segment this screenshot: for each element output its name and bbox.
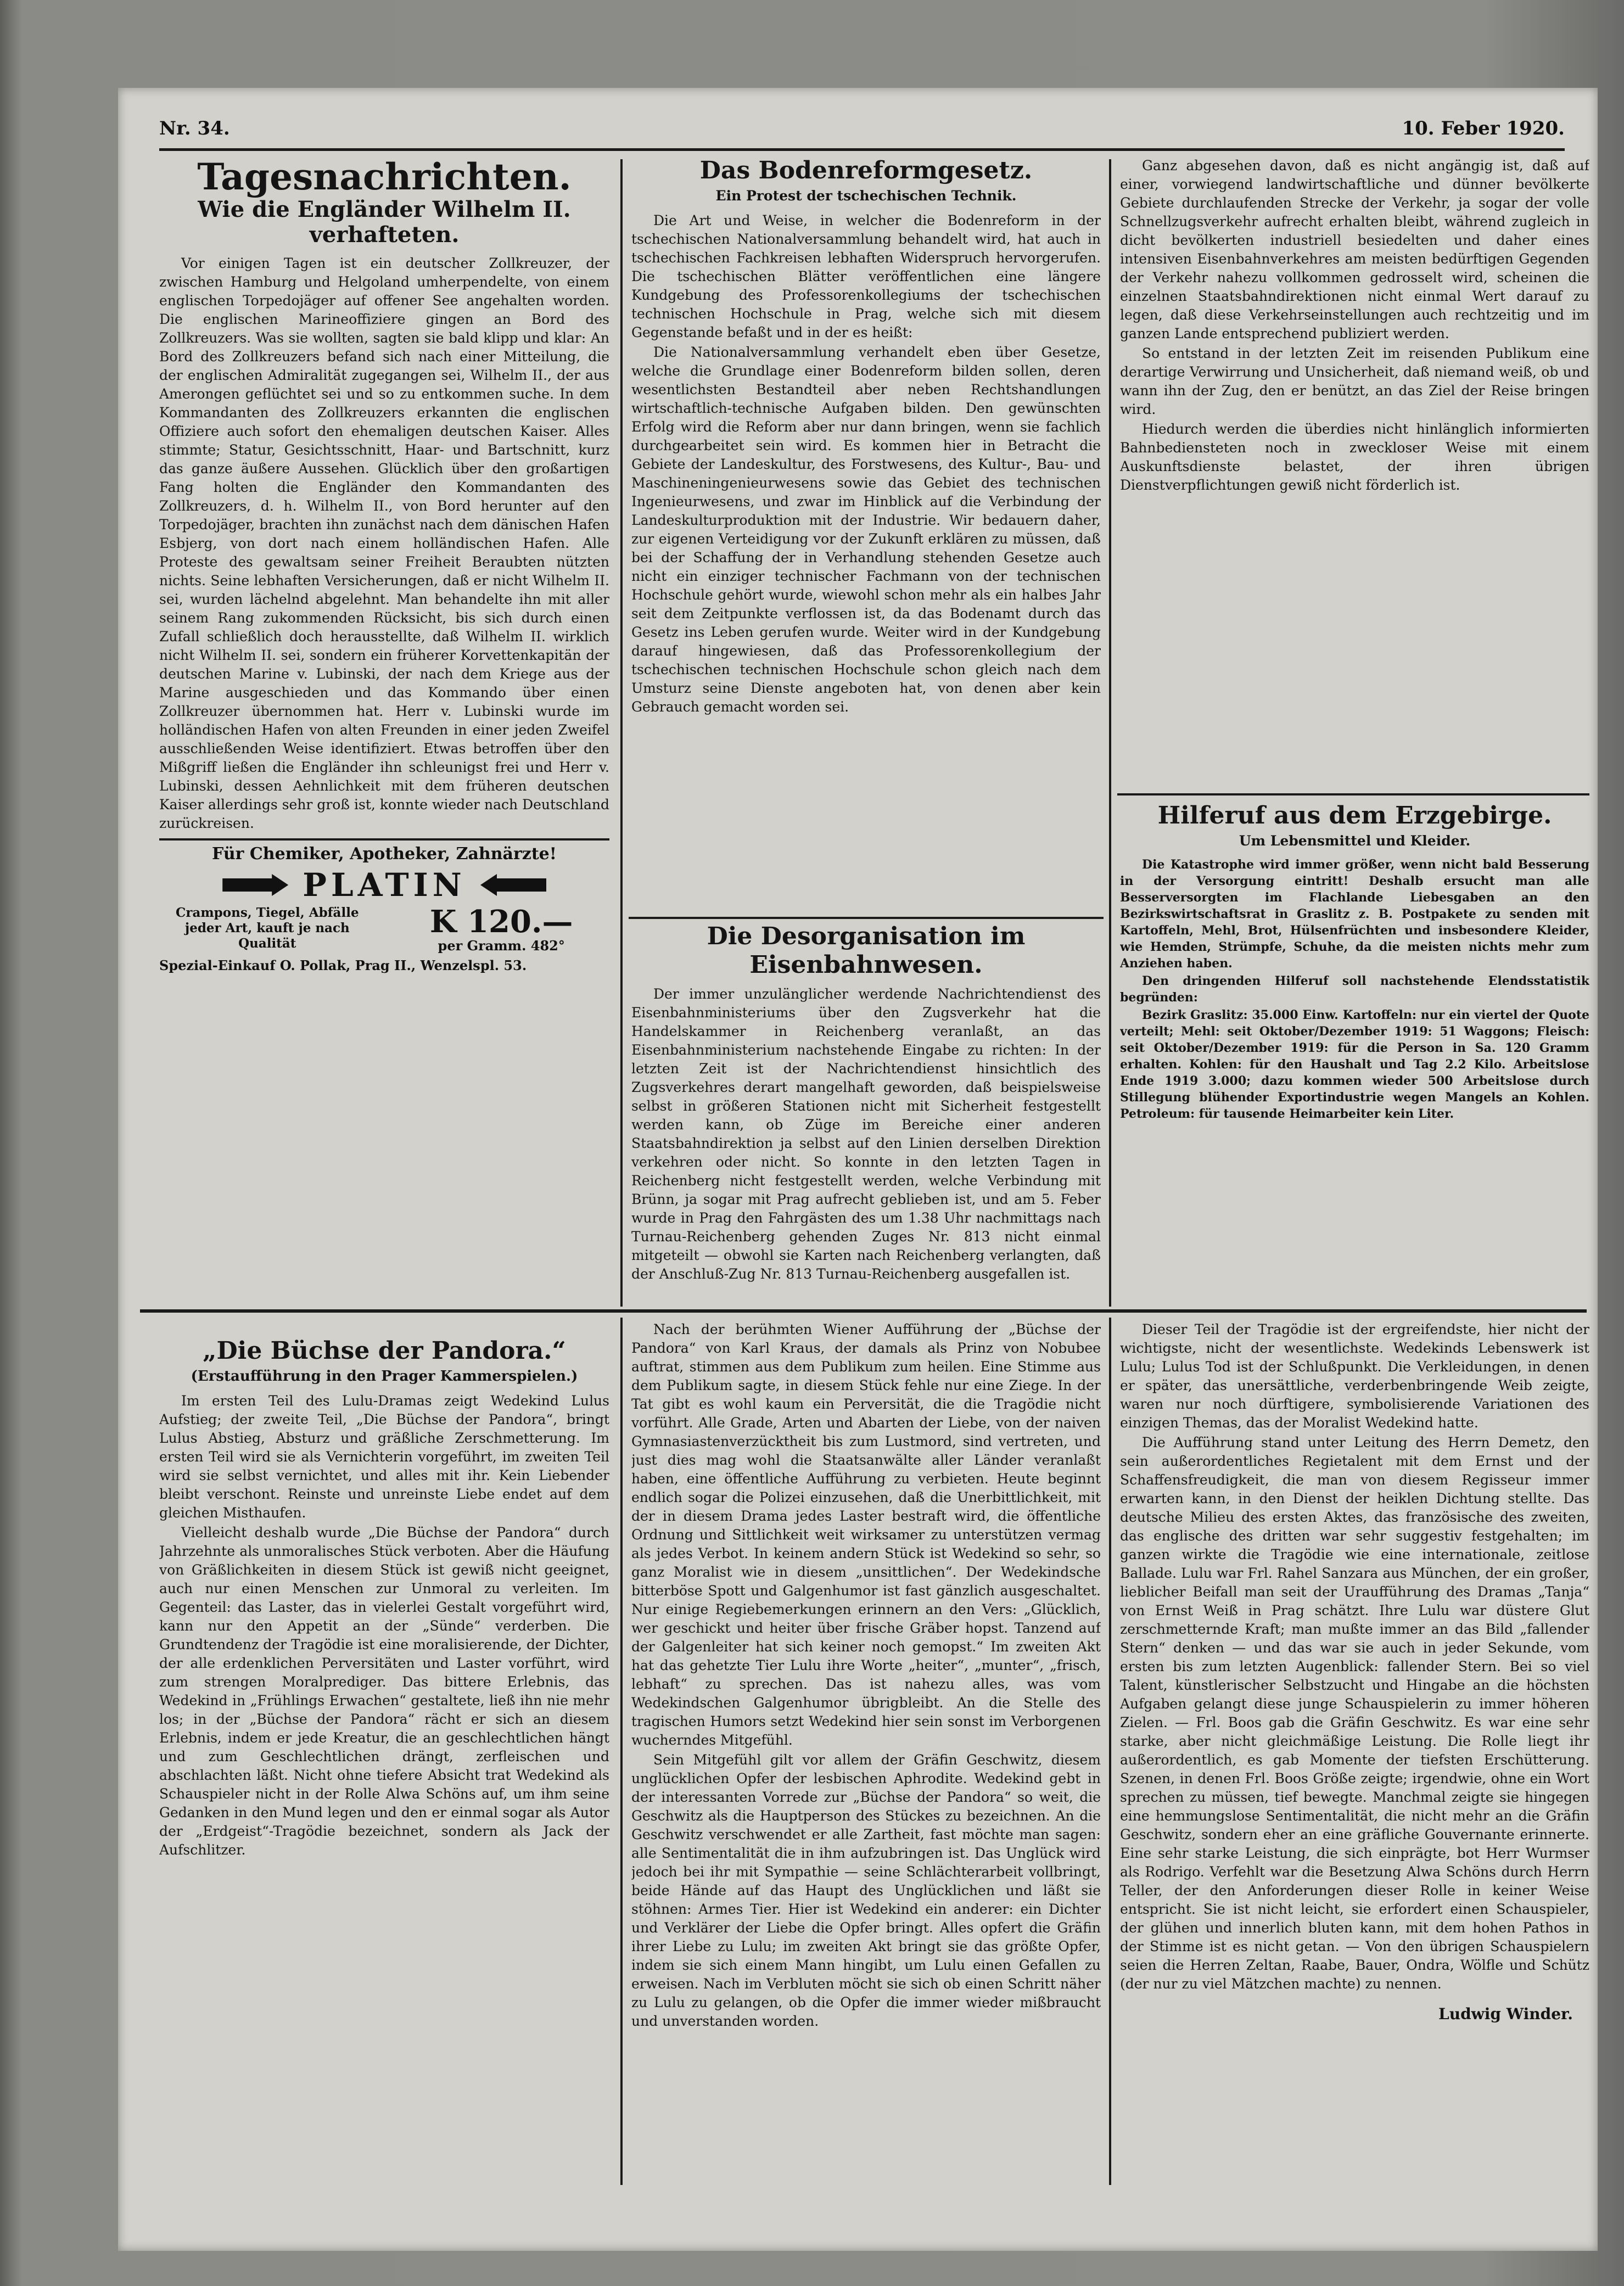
article-subheadline: Um Lebensmittel und Kleider. [1239,833,1471,849]
article-headline: Wie die Engländer Wilhelm II. verhafteten. [198,197,571,248]
ad-price-block [393,905,609,954]
article-paragraph: Sein Mitgefühl gilt vor allem der Gräfin Geschwitz, diesem unglücklichen Opfer der lesbischen Aphrodite. Wedekind gebt in der interessanten Vorrede zur „Büchse der Pandora“ so weit, die Geschwitz als die Hauptperson des Stückes zu bezeichnen. An die Geschwitz verschwendet er alle Zartheit, fast möchte man sagen: alle Sentimentalität die in ihm aufzubringen ist. Das Unglück wird jedoch bei ihr mit Sympathie — seine Schlächterarbeit vollbringt, beide Hände auf das Haupt des Unglücklichen und läßt sie stöhnen: Armes Tier. Hier ist Wedekind ein anderer: ein Dichter und Verklärer der Liebe die Opfer bringt. Alles opfert die Gräfin ihrer Liebe zu Lulu; im zweiten Akt bringt sie das größte Opfer, indem sie sich einem Mann hingibt, um Lulu einen Gefallen zu erweisen. Nach im Verbluten möcht sie sich ob einen Schritt näher zu Lulu zu gelangen, ob die Opfer die immer wieder mißbraucht und unverstanden worden. [631,1752,1101,2029]
article-paragraph: Die Aufführung stand unter Leitung des Herrn Demetz, den sein außerordentliches Regietalent mit dem Ernst und der Schaffensfreudigkeit, die man von diesem Regisseur immer erwarten kann, in den Dienst der heiklen Dichtung stellte. Das deutsche Milieu des ersten Aktes, das französische des zweiten, das englische des dritten war sehr suggestiv festgehalten; im ganzen wirkte die Tragödie wie eine internationale, zeitlose Ballade. Lulu war Frl. Rahel Sanzara aus München, der ein großer, lieblicher Beifall man seit der Uraufführung des Dramas „Tanja“ von Ernst Weiß in Prag schätzt. Ihre Lulu war düstere Glut zerschmetternde Kraft; man mußte immer an das Bild „fallender Stern“ denken — und das war sie auch in jeder Sekunde, vom ersten bis zum letzten Augenblick: fallender Stern. Bei so viel Talent, künstlerischer Selbstzucht und Hingabe an die höchsten Aufgaben gelangt diese junge Schauspielerin zu immer höheren Zielen. — Frl. Boos gab die Gräfin Geschwitz. Es war eine sehr starke, aber nicht gleichmäßige Leistung. Die Rolle liegt ihr außerordentlich, es gab Momente der tiefsten Erschütterung. Szenen, in denen Frl. Boos Größe zeigte; irgendwie, ohne ein Wort sprechen zu müssen, tief bewegte. Manchmal zeigte sie hingegen eine hemmungslose Sentimentalität, die nicht mehr an die Gräfin Geschwitz, sondern eher an eine gräfliche Gouvernante erinnerte. Eine sehr starke Leistung, die sich einprägte, bot Herr Wurmser als Rodrigo. Verfehlt war die Besetzung Alwa Schöns durch Herrn Teller, der den Anforderungen dieser Rolle in keiner Weise entspricht. Sie ist nicht leicht, sie erfordert einen Schauspieler, der glühen und innerlich bluten kann, mit dem hohen Pathos in der Stimme ist es nicht getan. — Von den übrigen Schauspielern seien die Herren Zeltan, Raabe, Bauer, Ondra, Wölfle und Schütz (der nur zu viel Mätzchen machte) zu nennen. [1120,1435,1589,1992]
article-paragraph: Den dringenden Hilferuf soll nachstehende Elendsstatistik begründen: [1120,974,1589,1005]
article-paragraph: Hiedurch werden die überdies nicht hinlänglich informierten Bahnbediensteten noch in zweckloser Weise mit einem Auskunftsdienste belastet, der ihren übrigen Dienstverpflichtungen gewiß nicht förderlich ist. [1120,421,1589,493]
ad-audience: Für Chemiker, Apotheker, Zahnärzte! [212,844,557,864]
column-eisenbahn-continued [1120,156,1589,788]
article-paragraph: Vielleicht deshalb wurde „Die Büchse der Pandora“ durch Jahrzehnte als unmoralisches Stück verboten. Aber die Häufung von Gräßlichkeiten in diesem Stück ist gewiß nicht geeignet, auch nur einen Menschen zur Unmoral zu verleiten. Im Gegenteil: das Laster, das in vielerlei Gestalt vorgeführt wird, kann nur den Appetit an der „Sünde“ verderben. Die Grundtendenz der Tragödie ist eine moralisierende, der Dichter, der alle erdenklichen Perversitäten und Laster vorführt, wird zum strengen Moralprediger. Das bittere Erlebnis, das Wedekind in „Frühlings Erwachen“ gestaltete, ließ ihn nie mehr los; in der „Büchse der Pandora“ rächt er sich an diesem Erlebnis, indem er jede Kreatur, die an geschlechtlichen hängt und zum Geschlechtlichen drängt, zerfleischen und abschlachten läßt. Nicht ohne tiefere Absicht trat Wedekind als Schauspieler nicht in der Rolle Alwa Schöns auf, um ihm seine Gedanken in den Mund legen und den er einmal sogar als Autor der „Erdgeist“-Tragödie bezeichnet, sondern als Jack der Aufschlitzer. [159,1525,609,1858]
article-paragraph: So entstand in der letzten Zeit im reisenden Publikum eine derartige Verwirrung und Unsicherheit, daß niemand weiß, ob und wann ihn der Zug, den er benützt, an das Ziel der Reise bringen wird. [1120,345,1589,417]
column-feuilleton-1 [159,1320,609,2193]
ad-price-unit: per Gramm. 482° [438,938,565,954]
article-headline: Das Bodenreformgesetz. [699,156,1033,184]
platin-advertisement [159,838,609,974]
feuilleton-headline: „Die Büchse der Pandora.“ [203,1337,566,1365]
newspaper-sheet [118,88,1598,2251]
ad-price: K 120.— [429,904,573,940]
hilferuf-section-rule [1117,793,1589,795]
eisenbahn-section-rule [629,917,1104,919]
header-rule [159,148,1565,151]
ad-items: Crampons, Tiegel, Abfälle jeder Art, kauft je nach Qualität [176,905,359,951]
column-tagesnachrichten [159,156,609,1304]
ad-brand: PLATIN [303,866,466,904]
feuilleton-subheadline: (Erstaufführung in den Prager Kammerspielen.) [191,1368,578,1385]
column-divider-upper-1 [620,159,623,1307]
article-paragraph: Nach der berühmten Wiener Aufführung der „Büchse der Pandora“ von Karl Kraus, der damals als Prinz von Nobubee auftrat, stimmen aus dem Publikum zum heilen. Eine Stimme aus dem Publikum sagte, in diesem Stück fehle nur eine Ziege. In der Tat gibt es wohl kaum ein Perversität, die die Tragödie nicht vorführt. Alle Grade, Arten und Abarten der Liebe, von der naiven Gymnasiastenverzücktheit bis zum Lustmord, sind vertreten, und just dies mag wohl die Staatsanwälte aller Länder veranlaßt haben, eine öffentliche Aufführung zu verbieten. Heute beginnt endlich sogar die Polizei einzusehen, daß die Unerbittlichkeit, mit der in diesem Drama jedes Laster bestraft wird, die öffentliche Ordnung und Sittlichkeit weit wirksamer zu unterstützen vermag als jedes Verbot. In keinem andern Stück ist Wedekind so sehr, so ganz Moralist wie in diesem „unsittlichen“. Der Wedekindsche bitterböse Spott und Galgenhumor ist fast gänzlich ausgeschaltet. Nur einige Regiebemerkungen erinnern an den Vers: „Glücklich, wer geschickt und heiter über frische Gräber hopst. Tanzend auf der Galgenleiter hat sich keiner noch gemopst.“ Im zweiten Akt hat das gehetzte Tier Lulu ihre Worte „heiter“, „munter“, „frisch, lebhaft“ zu sprechen. Das ist nahezu alles, was vom Wedekindschen Galgenhumor übrigbleibt. An die Stelle des tragischen Humors setzt Wedekind hier sein sonst im Verborgenen wucherndes Mitgefühl. [631,1321,1101,1748]
column-divider-lower-1 [620,1318,623,2185]
article-headline: Hilferuf aus dem Erzgebirge. [1157,802,1552,830]
ad-buyer: Spezial-Einkauf O. Pollak, Prag II., Wenzelspl. 53. [159,957,527,973]
arrow-left-icon [480,874,546,896]
article-paragraph: Dieser Teil der Tragödie ist der ergreifendste, hier nicht der wichtigste, nicht der wesentlichste. Wedekinds Lebenswerk ist Lulu; Lulus Tod ist der Schlußpunkt. Die Verkleidungen, in denen er später, das unersättliche, verderbenbringende Weib zeigte, waren nur noch dürftigere, symbolisierende Variationen des einzigen Themas, das der Moralist Wedekind hatte. [1120,1321,1589,1431]
article-paragraph: Die Katastrophe wird immer größer, wenn nicht bald Besserung in der Versorgung eintritt! Deshalb ersucht man alle Besserversorgten im Flachlande Liebesgaben an den Bezirkswirtschaftsrat in Graslitz z. B. Postpakete zu senden mit Kartoffeln, Mehl, Brot, Hülsenfrüchten und insbesondere Kleider, wie Hemden, Strümpfe, Schuhe, da die meisten nichts mehr zum Anziehen haben. [1120,858,1589,971]
article-paragraph: Vor einigen Tagen ist ein deutscher Zollkreuzer, der zwischen Hamburg und Helgoland umherpendelte, von einem englischen Torpedojäger auf offener See angehalten worden. Die englischen Marineoffiziere gingen an Bord des Zollkreuzers. Was sie wollten, sagten sie bald klipp und klar: An Bord des Zollkreuzers befand sich nach einer Mitteilung, die der englischen Admiralität zugegangen sei, Wilhelm II., der aus Amerongen geflüchtet sei und so zu entkommen suche. In dem Kommandanten des Zollkreuzers erkannten die englischen Offiziere auch sofort den ehemaligen deutschen Kaiser. Alles stimmte; Statur, Gesichtsschnitt, Haar- und Bartschnitt, kurz das ganze äußere Aussehen. Glücklich über den großartigen Fang holten die Engländer den Kommandanten des Zollkreuzers, d. h. Wilhelm II., von Bord herunter auf den Torpedojäger, brachten ihn zunächst nach dem dänischen Hafen Esbjerg, von dort nach einem holländischen Hafen. Alle Proteste des gewaltsam seiner Freiheit Beraubten nützten nichts. Seine lebhaften Versicherungen, daß er nicht Wilhelm II. sei, wurden lächelnd abgelehnt. Man behandelte ihn mit aller seinem Rang zukommenden Rücksicht, bis sich durch einen Zufall schließlich doch herausstellte, daß Wilhelm II. wirklich nicht Wilhelm II. sei, sondern ein früherer Korvettenkapitän der deutschen Marine v. Lubinski, der nach dem Kriege aus der Marine ausgeschieden und das Kommando über einen Zollkreuzer übernommen hat. Herr v. Lubinski wurde im holländischen Hafen von alten Freunden in einer jeden Zweifel ausschließenden Weise identifiziert. Etwas betroffen über den Mißgriff ließen die Engländer ihn schleunigst frei und Herr v. Lubinski, dessen Aehnlichkeit mit dem früheren deutschen Kaiser allerdings sehr groß ist, konnte wieder nach Deutschland zurückreisen. [159,255,609,831]
article-paragraph: Die Art und Weise, in welcher die Bodenreform in der tschechischen Nationalversammlung behandelt wird, hat auch in tschechischen Fachkreisen lebhaften Widerspruch hervorgerufen. Die tschechischen Blätter veröffentlichen eine längere Kundgebung des Professorenkollegiums der tschechischen technischen Hochschule in Prag, welche sich mit diesem Gegenstande befaßt und in der es heißt: [631,212,1101,340]
article-subheadline: Ein Protest der tschechischen Technik. [715,188,1017,204]
page-header [159,117,1565,145]
column-divider-upper-2 [1109,159,1111,1307]
section-title: Tagesnachrichten. [197,156,572,198]
column-bodenreform [631,156,1101,914]
feuilleton-divider [140,1309,1587,1313]
column-divider-lower-2 [1109,1318,1111,2185]
article-paragraph: Im ersten Teil des Lulu-Dramas zeigt Wedekind Lulus Aufstieg; der zweite Teil, „Die Büchse der Pandora“, bringt Lulus Abstieg, Absturz und gräßliche Zerschmetterung. Im ersten Teil wird sie als Vernichterin vorgeführt, im zweiten Teil wird sie selbst vernichtet, und alles mit ihr. Kein Liebender bleibt verschont. Reinste und unreinste Liebe endet auf dem gleichen Misthaufen. [159,1393,609,1521]
issue-number: Nr. 34. [159,117,230,139]
article-paragraph: Bezirk Graslitz: 35.000 Einw. Kartoffeln: nur ein viertel der Quote verteilt; Mehl: seit Oktober/Dezember 1919: 51 Waggons; Fleisch: seit Oktober/Dezember 1919: für die Person in Sa. 120 Gramm erhalten. Kohlen: für den Haushalt und Tag 2.2 Kilo. Arbeitslose Ende 1919 3.000; dazu kommen wieder 500 Arbeitslose durch Stillegung blühender Exportindustrie wegen Mangels an Kohlen. Petroleum: für tausende Heimarbeiter kein Liter. [1120,1008,1589,1121]
article-paragraph: Der immer unzulänglicher werdende Nachrichtendienst des Eisenbahnministeriums über den Zugsverkehr hat die Handelskammer in Reichenberg veranlaßt, an das Eisenbahnministerium nachstehende Eingabe zu richten: In der letzten Zeit ist der Nachrichtendienst hinsichtlich des Zugsverkehres derart mangelhaft geworden, daß beispielsweise selbst in größeren Stationen nicht mit Sicherheit festgestellt werden kann, ob Züge im Bereiche einer anderen Staatsbahndirektion ja selbst auf den Linien derselben Direktion verkehren oder nicht. So konnte in den letzten Tagen in Reichenberg nicht festgestellt werden, welche Verbindung mit Brünn, ja sogar mit Prag aufrecht geblieben ist, und am 5. Feber wurde in Prag den Fahrgästen des um 1.38 Uhr nachmittags nach Turnau-Reichenberg gehenden Zuges Nr. 813 nicht einmal mitgeteilt — obwohl sie Karten nach Reichenberg verlangten, daß der Anschluß-Zug Nr. 813 Turnau-Reichenberg ausgefallen ist. [631,986,1101,1282]
issue-date: 10. Feber 1920. [1402,117,1565,139]
column-hilferuf [1120,802,1589,1307]
article-author: Ludwig Winder. [1438,2005,1573,2023]
ad-details [159,905,609,954]
arrow-right-icon [222,874,288,896]
article-paragraph: Die Nationalversammlung verhandelt eben über Gesetze, welche die Grundlage einer Bodenreform bilden sollen, deren wesentlichsten Bestandteil aber neben Rechtshandlungen wirtschaftlich-technische Aufgaben bilden. Den gewünschten Erfolg wird die Reform aber nur dann bringen, wenn sie fachlich durchgearbeitet sein wird. Es kommen hier in Betracht die Gebiete der Landeskultur, des Forstwesens, des Kultur-, Bau- und Maschineningenieurwesens sowie das Gebiet des technischen Ingenieurwesens, und zwar im Hinblick auf die Verbindung der Landeskulturproduktion mit der Industrie. Wir bedauern daher, zur eigenen Verteidigung vor der Zukunft erklären zu müssen, daß bei der Schaffung der in Verhandlung stehenden Gesetze auch nicht ein einziger technischer Fachmann von der technischen Hochschule gehört wurde, wiewohl schon mehr als ein halbes Jahr seit dem Zeitpunkte verflossen ist, da das Bodenamt durch das Gesetz ins Leben gerufen wurde. Weiter wird in der Kundgebung darauf hingewiesen, daß das Professorenkollegium der tschechischen technischen Hochschule schon gleich nach dem Umsturz seine Dienste angeboten hat, von denen aber kein Gebrauch gemacht worden sei. [631,344,1101,715]
column-feuilleton-2 [631,1320,1101,2193]
ad-brand-row [159,868,609,902]
column-eisenbahn-start [631,922,1101,1307]
column-feuilleton-3 [1120,1320,1589,2193]
article-headline: Die Desorganisation im Eisenbahnwesen. [707,922,1026,979]
article-paragraph: Ganz abgesehen davon, daß es nicht angängig ist, daß auf einer, vorwiegend landwirtschaftliche und dünner bevölkerte Gebiete durchlaufenden Strecke der Verkehr, ja sogar der volle Schnellzugsverkehr aufrecht erhalten bleibt, während zugleich in dicht bevölkerten industriell besiedelten und daher eines intensiven Eisenbahnverkehres am meisten bedürftigen Gegenden der Verkehr nahezu vollkommen gedrosselt wird, scheinen die einzelnen Staatsbahndirektionen nicht einmal Wert darauf zu legen, daß diese Verkehrseinstellungen auch rechtzeitig und im ganzen Lande entsprechend publiziert werden. [1120,158,1589,341]
